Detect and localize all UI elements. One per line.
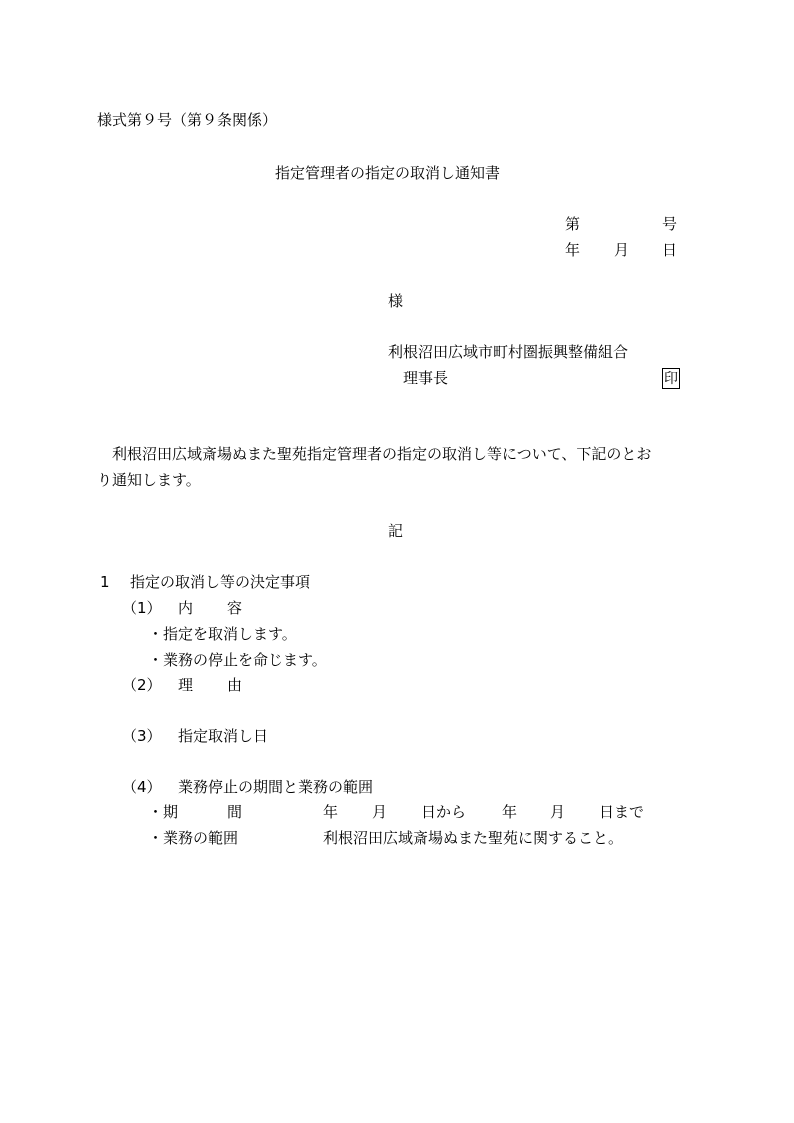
- item2-name-b: 由: [227, 676, 243, 694]
- section-heading: 指定の取消し等の決定事項: [130, 573, 311, 591]
- date-day: 日: [662, 241, 678, 259]
- sender-organization: 利根沼田広域市町村圏振興整備組合: [388, 343, 629, 361]
- period-label-b: 間: [227, 803, 243, 821]
- item1-bullet-2: ・業務の停止を命じます。: [148, 651, 327, 669]
- item4-label: （4）: [122, 778, 162, 796]
- item1-name-b: 容: [227, 599, 243, 617]
- period-year-2: 年: [502, 803, 518, 821]
- period-day-1: 日から: [421, 803, 467, 821]
- sender-title: 理事長: [403, 369, 449, 387]
- period-year-1: 年: [323, 803, 339, 821]
- body-line-2: り通知します。: [97, 471, 201, 489]
- period-month-1: 月: [372, 803, 388, 821]
- addressee-honorific: 様: [388, 292, 404, 310]
- scope-label: ・業務の範囲: [148, 829, 239, 847]
- item3-label: （3）: [122, 727, 162, 745]
- item3-name: 指定取消し日: [178, 727, 269, 745]
- ki-heading: 記: [388, 522, 404, 540]
- seal-text: 印: [664, 370, 678, 387]
- period-label-a: ・期: [148, 803, 179, 821]
- period-day-2: 日まで: [599, 803, 645, 821]
- date-year: 年: [565, 241, 581, 259]
- body-line-1: 利根沼田広域斎場ぬまた聖苑指定管理者の指定の取消し等について、下記のとお: [112, 445, 652, 463]
- scope-value: 利根沼田広域斎場ぬまた聖苑に関すること。: [323, 829, 624, 847]
- section-number: 1: [100, 573, 110, 591]
- item1-name-a: 内: [178, 599, 194, 617]
- date-month: 月: [614, 241, 630, 259]
- seal-stamp: [662, 368, 680, 389]
- doc-number-prefix: 第: [565, 215, 581, 233]
- item2-label: （2）: [122, 676, 162, 694]
- item4-name: 業務停止の期間と業務の範囲: [178, 778, 374, 796]
- item1-bullet-1: ・指定を取消します。: [148, 625, 297, 643]
- period-month-2: 月: [550, 803, 566, 821]
- item1-label: （1）: [122, 599, 162, 617]
- form-number: 様式第９号（第９条関係）: [97, 111, 278, 129]
- doc-number-suffix: 号: [662, 215, 678, 233]
- item2-name-a: 理: [178, 676, 194, 694]
- document-title: 指定管理者の指定の取消し通知書: [275, 164, 501, 182]
